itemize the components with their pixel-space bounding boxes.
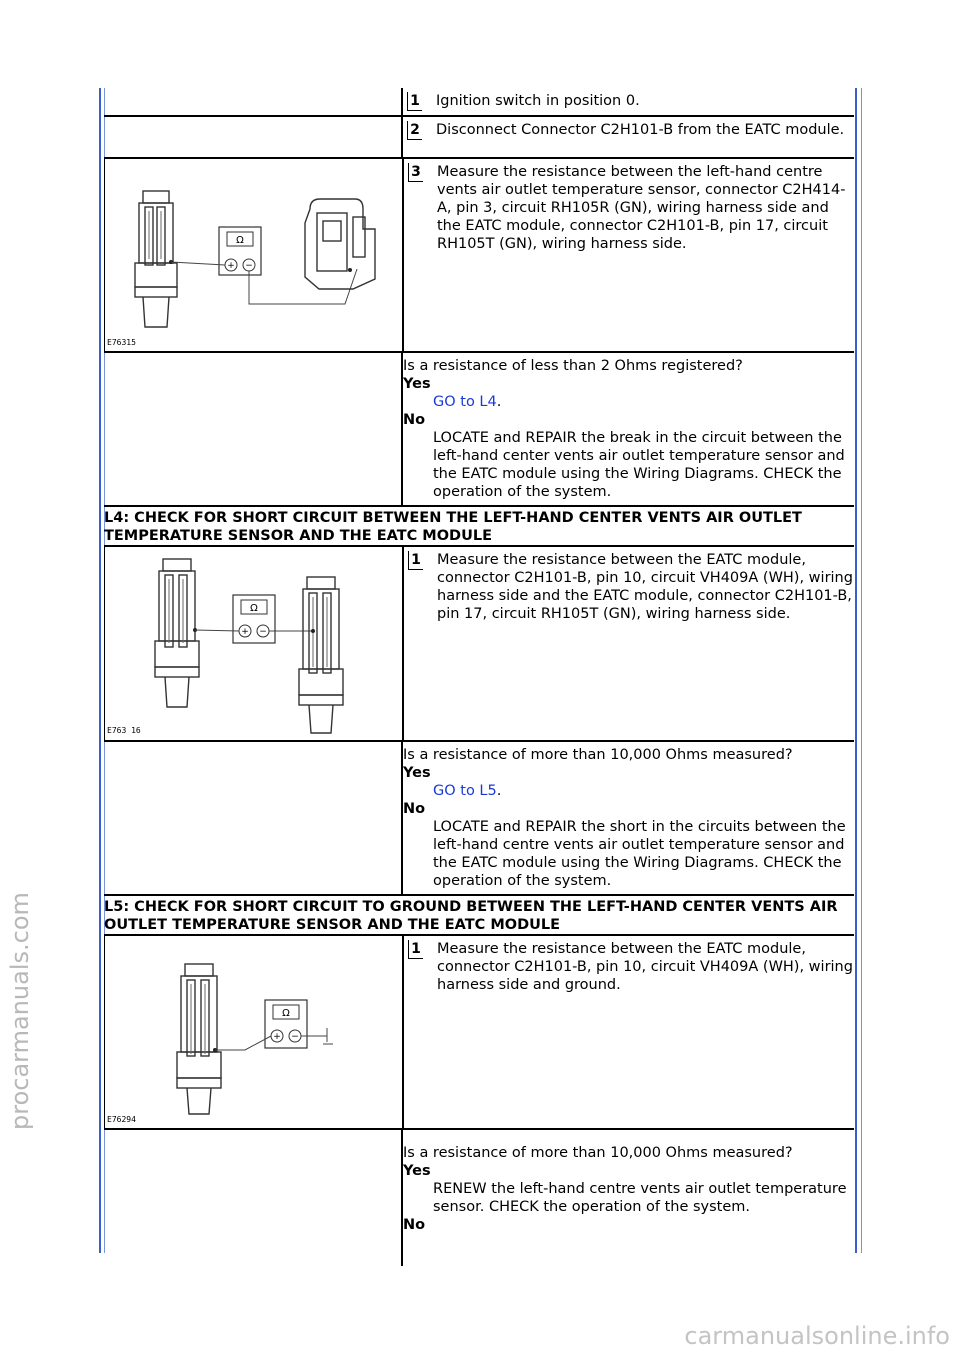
empty-cell bbox=[104, 353, 403, 505]
no-label: No bbox=[403, 801, 426, 817]
diagram-code: E76315 bbox=[107, 338, 136, 347]
question-row-l4 bbox=[104, 742, 854, 896]
l4-step-row bbox=[104, 547, 854, 742]
step-text: Measure the resistance between the EATC module, connector C2H101-B, pin 10, circuit VH409A (WH), wiring harness side and ground. bbox=[437, 941, 853, 993]
svg-text:−: − bbox=[259, 627, 267, 637]
step-row-2 bbox=[104, 117, 854, 159]
step-number: 3 bbox=[408, 163, 423, 182]
frame-line-right-outer bbox=[861, 88, 862, 1253]
punctuation: . bbox=[496, 394, 502, 410]
question-text: Is a resistance of more than 10,000 Ohms measured? bbox=[403, 1145, 793, 1161]
svg-text:+: + bbox=[227, 261, 235, 271]
yes-label: Yes bbox=[403, 376, 431, 392]
step-text: Disconnect Connector C2H101-B from the EATC module. bbox=[436, 122, 845, 138]
step-text: Ignition switch in position 0. bbox=[436, 93, 640, 109]
question-text: Is a resistance of more than 10,000 Ohms measured? bbox=[403, 747, 793, 763]
ohm-symbol: Ω bbox=[236, 235, 244, 246]
ohm-symbol: Ω bbox=[282, 1008, 290, 1019]
step-text: Measure the resistance between the left-hand centre vents air outlet temperature sensor, connector C2H414-A, pin 3, circuit RH105R (GN), wiring harness side and the EATC module, connector C2H101-B, pin 17, circuit RH105T (GN), wiring harness side. bbox=[437, 164, 846, 252]
yes-action-text: RENEW the left-hand centre vents air outlet temperature sensor. CHECK the operation of the system. bbox=[433, 1181, 847, 1215]
section-header-l4: L4: CHECK FOR SHORT CIRCUIT BETWEEN THE LEFT-HAND CENTER VENTS AIR OUTLET TEMPERATURE SENSOR AND THE EATC MODULE bbox=[104, 507, 854, 547]
step-text: Measure the resistance between the EATC module, connector C2H101-B, pin 10, circuit VH409A (WH), wiring harness side and the EATC module, connector C2H101-B, pin 17, circuit RH105T (GN), wiring harness side. bbox=[437, 552, 853, 622]
yes-label: Yes bbox=[403, 765, 431, 781]
wiring-diagram-3 bbox=[105, 936, 401, 1126]
step-row-1 bbox=[104, 88, 854, 117]
no-label: No bbox=[403, 412, 426, 428]
punctuation: . bbox=[496, 783, 502, 799]
question-row-l5 bbox=[104, 1130, 854, 1266]
procedure-table bbox=[104, 88, 854, 1266]
svg-text:−: − bbox=[291, 1032, 299, 1042]
wiring-diagram-1 bbox=[105, 159, 401, 349]
diagram-code: E763 16 bbox=[107, 726, 141, 735]
yes-label: Yes bbox=[403, 1163, 431, 1179]
step-number: 1 bbox=[408, 551, 423, 570]
step-number: 1 bbox=[408, 940, 423, 959]
empty-cell bbox=[104, 1130, 403, 1266]
step-number: 1 bbox=[407, 92, 422, 111]
empty-cell bbox=[104, 742, 403, 894]
section-header-l5: L5: CHECK FOR SHORT CIRCUIT TO GROUND BETWEEN THE LEFT-HAND CENTER VENTS AIR OUTLET TEMPERATURE SENSOR AND THE EATC MODULE bbox=[104, 896, 854, 936]
diagram-cell bbox=[104, 936, 404, 1128]
step-number: 2 bbox=[407, 121, 422, 140]
goto-l5-link[interactable]: GO to L5 bbox=[433, 783, 497, 799]
side-watermark: procarmanuals.com bbox=[6, 892, 34, 1130]
svg-text:+: + bbox=[273, 1032, 281, 1042]
no-label: No bbox=[403, 1217, 426, 1233]
no-action-text: LOCATE and REPAIR the short in the circuits between the left-hand centre vents air outlet temperature sensor and the EATC module using the Wiring Diagrams. CHECK the operation of the system. bbox=[433, 819, 846, 889]
diagram-cell bbox=[104, 547, 404, 740]
frame-line-right bbox=[855, 88, 857, 1253]
question-row-1 bbox=[104, 353, 854, 507]
step-row-3 bbox=[104, 159, 854, 353]
frame-line-left bbox=[99, 88, 101, 1253]
goto-l4-link[interactable]: GO to L4 bbox=[433, 394, 497, 410]
svg-text:+: + bbox=[241, 627, 249, 637]
no-action-text: LOCATE and REPAIR the break in the circuit between the left-hand center vents air outlet temperature sensor and the EATC module using the Wiring Diagrams. CHECK the operation of the system. bbox=[433, 430, 845, 500]
empty-cell bbox=[104, 88, 403, 115]
ohm-symbol: Ω bbox=[250, 603, 258, 614]
svg-text:−: − bbox=[245, 261, 253, 271]
diagram-code: E76294 bbox=[107, 1115, 136, 1124]
diagram-cell bbox=[104, 159, 404, 351]
bottom-watermark: carmanualsonline.info bbox=[684, 1322, 950, 1350]
wiring-diagram-2 bbox=[105, 547, 401, 739]
empty-cell bbox=[104, 117, 403, 157]
question-text: Is a resistance of less than 2 Ohms registered? bbox=[403, 358, 743, 374]
l5-step-row bbox=[104, 936, 854, 1130]
